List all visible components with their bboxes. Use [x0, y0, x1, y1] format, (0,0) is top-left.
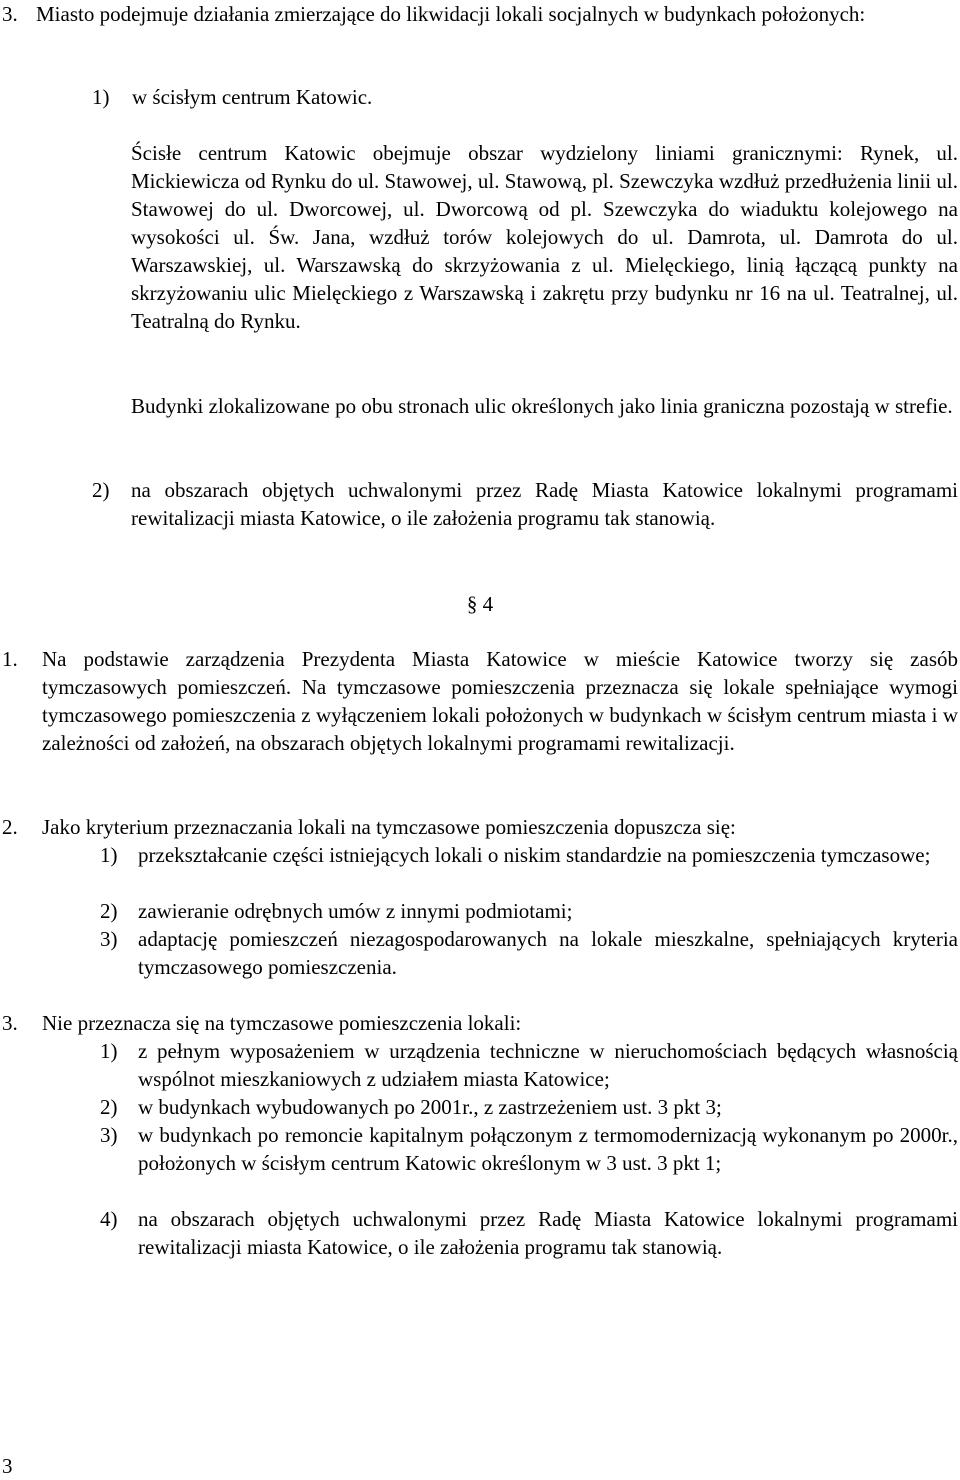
- paragraph-number: 3.: [2, 1011, 18, 1035]
- list-item-number: 2): [92, 478, 110, 502]
- list-item-text: przekształcanie części istniejących lokali o niskim standardzie na pomieszczenia tymczasowe;: [138, 843, 931, 867]
- paragraph-text: Nie przeznacza się na tymczasowe pomieszczenia lokali:: [42, 1011, 522, 1035]
- center-definition: Ścisłe centrum Katowic obejmuje obszar wydzielony liniami granicznymi: Rynek, ul. Mickiewicza od Rynku do ul. Stawowej, ul. Stawową, pl. Szewczyka wzdłuż przedłużenia linii ul. Stawowej do ul. Dworcowej, ul. Dworcową od pl. Szewczyka do wiaduktu kolejowego na wysokości ul. Św. Jana, wzdłuż torów kolejowych do ul. Damrota, ul. Damrota do ul. Warszawskiej, ul. Warszawską do skrzyżowania z ul. Mielęckiego, linią łączącą punkty na skrzyżowaniu ulic Mielęckiego z Warszawską i zakrętu przy budynku nr 16 na ul. Teatralnej, ul. Teatralną do Rynku.: [131, 141, 958, 333]
- list-item-number: 1): [100, 1039, 118, 1063]
- list-item-number: 4): [100, 1207, 118, 1231]
- paragraph-number: 1.: [2, 647, 18, 671]
- list-item-text: w budynkach wybudowanych po 2001r., z zastrzeżeniem ust. 3 pkt 3;: [138, 1095, 722, 1119]
- list-item-number: 1): [92, 85, 110, 109]
- page-number: 3: [2, 1454, 13, 1478]
- list-item-number: 2): [100, 899, 118, 923]
- list-item-text: na obszarach objętych uchwalonymi przez Radę Miasta Katowice lokalnymi programami rewitalizacji miasta Katowice, o ile założenia programu tak stanowią.: [131, 478, 958, 530]
- list-item-number: 3): [100, 927, 118, 951]
- paragraph-heading: § 4: [466, 592, 494, 616]
- list-item-text: adaptację pomieszczeń niezagospodarowanych na lokale mieszkalne, spełniających kryteria tymczasowego pomieszczenia.: [138, 927, 958, 979]
- section-number: 3.: [2, 2, 18, 26]
- list-item-number: 2): [100, 1095, 118, 1119]
- list-item-text: w budynkach po remoncie kapitalnym połączonym z termomodernizacją wykonanym po 2000r., położonych w ścisłym centrum Katowic określonym w 3 ust. 3 pkt 1;: [138, 1123, 958, 1175]
- list-item-number: 1): [100, 843, 118, 867]
- paragraph-number: 2.: [2, 815, 18, 839]
- boundary-note: Budynki zlokalizowane po obu stronach ulic określonych jako linia graniczna pozostają w strefie.: [131, 394, 953, 418]
- list-item-text: z pełnym wyposażeniem w urządzenia techniczne w nieruchomościach będących własnością wspólnot mieszkaniowych z udziałem miasta Katowice;: [138, 1039, 958, 1091]
- list-item-text: zawieranie odrębnych umów z innymi podmiotami;: [138, 899, 573, 923]
- list-item-text: na obszarach objętych uchwalonymi przez Radę Miasta Katowice lokalnymi programami rewitalizacji miasta Katowice, o ile założenia programu tak stanowią.: [138, 1207, 958, 1259]
- section-intro: Miasto podejmuje działania zmierzające do likwidacji lokali socjalnych w budynkach położonych:: [36, 2, 866, 26]
- paragraph-text: Jako kryterium przeznaczania lokali na tymczasowe pomieszczenia dopuszcza się:: [42, 815, 736, 839]
- list-item-text: w ścisłym centrum Katowic.: [132, 85, 373, 109]
- paragraph-text: Na podstawie zarządzenia Prezydenta Miasta Katowice w mieście Katowice tworzy się zasób tymczasowych pomieszczeń. Na tymczasowe pomieszczenia przeznacza się lokale spełniające wymogi tymczasowego pomieszczenia z wyłączeniem lokali położonych w budynkach w ścisłym centrum miasta i w zależności od założeń, na obszarach objętych lokalnymi programami rewitalizacji.: [42, 647, 958, 755]
- list-item-number: 3): [100, 1123, 118, 1147]
